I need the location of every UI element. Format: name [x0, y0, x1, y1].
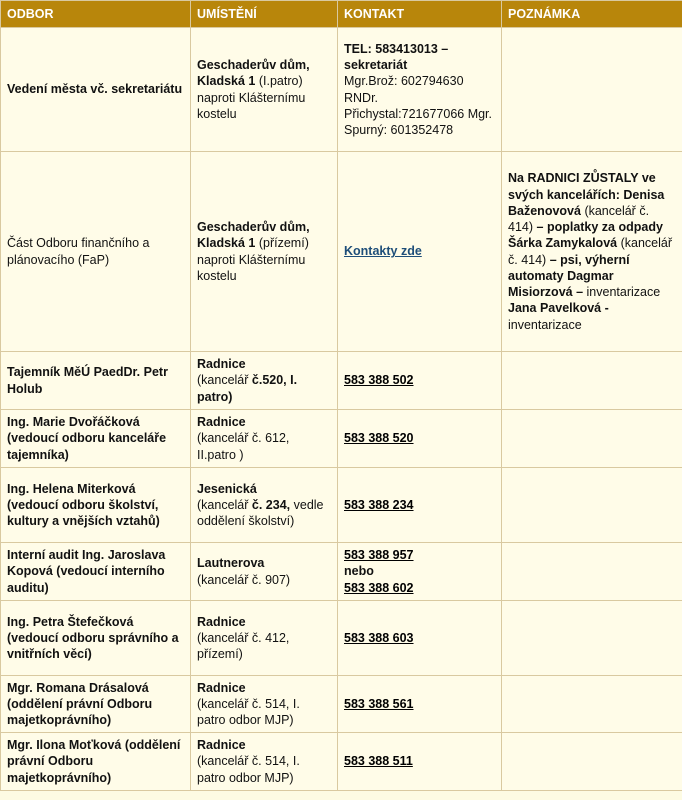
header-umisteni: UMÍSTĚNÍ [191, 1, 338, 28]
odbor-cell: Část Odboru finančního a plánovacího (FaP) [1, 152, 191, 352]
odbor-cell: Tajemník MěÚ PaedDr. Petr Holub [1, 352, 191, 410]
contact-bold: TEL: 583413013 – sekretariát [344, 41, 449, 72]
poznamka-cell [502, 468, 682, 543]
phone-link[interactable]: 583 388 957 [344, 548, 414, 563]
person-role: (oddělení právní Odboru majetkoprávního) [7, 696, 153, 728]
header-row [1, 1, 682, 28]
poznamka-cell [502, 28, 682, 152]
umisteni-cell [191, 733, 338, 791]
header-poznamka: POZNÁMKA [502, 1, 682, 28]
header-kontakt: KONTAKT [338, 1, 502, 28]
location-detail: (I.patro) naproti Klášternímu kostelu [197, 74, 306, 121]
person-role: (vedoucí odboru kanceláře tajemníka) [7, 431, 167, 462]
table-row [1, 410, 682, 468]
title-prefix: Mgr. [7, 738, 33, 753]
phone-link[interactable]: 583 388 520 [344, 431, 414, 446]
note-text: (kancelář č. 414) [508, 203, 650, 234]
location-detail: (kancelář č. 412, přízemí) [197, 630, 290, 662]
odbor-cell [1, 676, 191, 733]
kontakt-cell [338, 676, 502, 733]
location-detail: (kancelář č. 514, I. patro odbor MJP) [197, 696, 300, 728]
kontakt-cell [338, 601, 502, 676]
location-bold: Radnice [197, 415, 246, 430]
location-detail: (kancelář č. 612, II.patro ) [197, 431, 290, 462]
table-row [1, 543, 682, 601]
kontakt-cell [338, 733, 502, 791]
odbor-cell [1, 601, 191, 676]
note-text: inventarizace [508, 317, 582, 332]
table-row [1, 468, 682, 543]
location-detail: (přízemí) naproti Klášternímu kostelu [197, 236, 309, 283]
kontakt-cell [338, 468, 502, 543]
table-row [1, 28, 682, 152]
location-bold: Geschaderův dům, Kladská 1 [197, 58, 310, 89]
phone-link[interactable]: 583 388 234 [344, 497, 414, 512]
title-prefix: Ing. [7, 415, 30, 430]
umisteni-cell [191, 352, 338, 410]
phone-link[interactable]: 583 388 602 [344, 580, 414, 595]
kontakt-cell [338, 152, 502, 352]
or-text: nebo [344, 564, 374, 579]
location-bold: Geschaderův dům, Kladská 1 [197, 220, 310, 251]
note-text: Šárka Zamykalová [508, 236, 618, 251]
person-role: (vedoucí odboru správního a vnitřních věcí) [7, 630, 179, 662]
location-detail: (kancelář č. 514, I. patro odbor MJP) [197, 754, 300, 785]
note-text: Jana Pavelková - [508, 301, 609, 316]
poznamka-cell [502, 410, 682, 468]
location-bold: č. 234, [251, 497, 291, 512]
note-text: Denisa Baženovová [508, 187, 665, 218]
odbor-cell: Interní audit Ing. Jaroslava Kopová (vedoucí interního auditu) [1, 543, 191, 601]
note-text: inventarizace [586, 285, 661, 299]
location-bold: Radnice [197, 738, 246, 753]
person-name: Petra Štefečková [32, 614, 134, 629]
note-text: – poplatky za odpady [536, 220, 663, 234]
phone-link[interactable]: 583 388 603 [344, 630, 414, 645]
person-name: Ilona Moťková [36, 738, 122, 753]
kontakt-cell [338, 410, 502, 468]
poznamka-cell [502, 352, 682, 410]
table-row [1, 676, 682, 733]
umisteni-cell [191, 676, 338, 733]
contact-detail: Mgr.Brož: 602794630 RNDr. Přichystal:721677066 Mgr. Spurný: 601352478 [344, 74, 493, 137]
location-detail: (kancelář č. 907) [197, 572, 291, 587]
contacts-link[interactable]: Kontakty zde [344, 244, 422, 259]
kontakt-cell [338, 543, 502, 601]
person-name: Romana Drásalová [36, 680, 149, 695]
table-row [1, 152, 682, 352]
table-row [1, 601, 682, 676]
location-bold: Radnice [197, 680, 246, 695]
location-detail: vedle oddělení školství) [197, 497, 324, 529]
location-bold: č.520, I. patro) [197, 373, 298, 404]
title-prefix: Ing. [7, 481, 30, 496]
note-text: Dagmar Misiorzová – [508, 268, 614, 299]
person-role: (vedoucí odboru školství, kultury a vnějších vztahů) [7, 497, 160, 529]
odbor-cell [1, 733, 191, 791]
note-text: (kancelář č. 414) [508, 236, 673, 267]
note-text: – psi, výherní automaty [508, 252, 630, 283]
title-prefix: Mgr. [7, 680, 33, 695]
location-bold: Radnice [197, 614, 246, 629]
umisteni-cell [191, 410, 338, 468]
phone-link[interactable]: 583 388 511 [344, 754, 413, 769]
kontakt-cell [338, 352, 502, 410]
table-row [1, 733, 682, 791]
title-prefix: Ing. [7, 614, 30, 629]
odbor-cell [1, 410, 191, 468]
umisteni-cell [191, 28, 338, 152]
location-detail: (kancelář [197, 497, 249, 512]
poznamka-cell [502, 152, 682, 352]
umisteni-cell [191, 543, 338, 601]
poznamka-cell [502, 543, 682, 601]
poznamka-cell [502, 676, 682, 733]
note-text: Na RADNICI ZŮSTALY ve svých kancelářích: [508, 171, 656, 202]
phone-link[interactable]: 583 388 561 [344, 696, 414, 711]
phone-link[interactable]: 583 388 502 [344, 373, 414, 388]
location-bold: Jesenická [197, 481, 257, 496]
umisteni-cell [191, 468, 338, 543]
person-name: Helena Miterková [32, 481, 136, 496]
umisteni-cell [191, 601, 338, 676]
kontakt-cell [338, 28, 502, 152]
header-odbor: ODBOR [1, 1, 191, 28]
umisteni-cell [191, 152, 338, 352]
location-bold: Lautnerova [197, 556, 265, 571]
person-role: (oddělení právní Odboru majetkoprávního) [7, 738, 181, 785]
table-row [1, 352, 682, 410]
poznamka-cell [502, 733, 682, 791]
poznamka-cell [502, 601, 682, 676]
location-bold: Radnice [197, 357, 246, 372]
person-name: Marie Dvořáčková [32, 415, 140, 430]
odbor-cell [1, 468, 191, 543]
location-detail: (kancelář [197, 373, 249, 388]
odbor-cell: Vedení města vč. sekretariátu [1, 28, 191, 152]
